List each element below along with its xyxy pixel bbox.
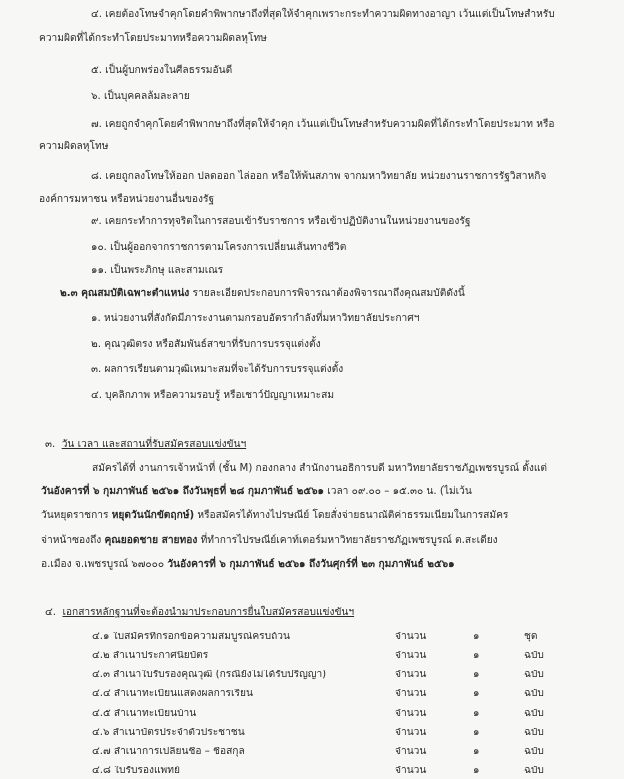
mail-address: ที่ทำการไปรษณีย์เคาท์เตอร์มหาวิทยาลัยราชภัฏเพชรบูรณ์ ต.สะเดียง — [197, 535, 498, 546]
mail-address-line-1 — [41, 536, 498, 546]
application-holiday-note — [41, 511, 508, 521]
position-qualification-1: ๑. หน่วยงานที่สังกัดมีภาระงานตามกรอบอัตรากำลังที่มหาวิทยาลัยประกาศฯ — [91, 313, 420, 324]
qualification-item-11: ๑๑. เป็นพระภิกษุ และสามเณร — [91, 265, 224, 276]
document-name: ๔.๕ สำเนาทะเบียนบ้าน — [92, 709, 197, 719]
qualification-item-7: ๗. เคยถูกจำคุกโดยคำพิพากษาถึงที่สุดให้จำคุก เว้นแต่เป็นโทษสำหรับความผิดที่ได้กระทำโดยประมาท หรือ — [91, 119, 555, 130]
qualification-item-6: ๖. เป็นบุคคลล้มละลาย — [91, 91, 190, 102]
section-2-3-heading — [60, 289, 465, 299]
amount-qty: ๑ — [473, 766, 480, 776]
amount-qty: ๑ — [473, 709, 480, 719]
document-row — [0, 709, 624, 722]
document-row — [0, 728, 624, 741]
amount-qty: ๑ — [473, 670, 480, 680]
section-4-heading — [45, 608, 354, 618]
application-period — [41, 487, 472, 497]
amount-unit: ฉบับ — [524, 709, 544, 719]
section-2-3-title: ๒.๓ คุณสมบัติเฉพาะตำแหน่ง — [60, 288, 190, 299]
amount-unit: ฉบับ — [524, 728, 544, 738]
application-dates: วันอังคารที่ ๖ กุมภาพันธ์ ๒๕๖๑ ถึงวันพุธที่ ๒๘ กุมภาพันธ์ ๒๕๖๑ — [41, 486, 324, 497]
amount-unit: ฉบับ — [524, 689, 544, 699]
qualification-item-9: ๙. เคยกระทำการทุจริตในการสอบเข้ารับราชการ หรือเข้าปฏิบัติงานในหน่วยงานของรัฐ — [91, 216, 471, 227]
mail-to-label: จ่าหน้าซองถึง — [41, 535, 105, 546]
position-qualification-2: ๒. คุณวุฒิตรง หรือสัมพันธ์สาขาที่รับการบรรจุแต่งตั้ง — [91, 339, 321, 350]
section-3-number: ๓. — [45, 439, 56, 450]
document-row — [0, 632, 624, 645]
amount-unit: ฉบับ — [524, 766, 544, 776]
holiday-note-a: วันหยุดราชการ — [41, 510, 112, 521]
section-4-number: ๔. — [45, 607, 56, 618]
section-2-3-desc: รายละเอียดประกอบการพิจารณาต้องพิจารณาถึงคุณสมบัติดังนี้ — [189, 288, 465, 299]
section-3-title: วัน เวลา และสถานที่รับสมัครสอบแข่งขันฯ — [61, 439, 247, 450]
qualification-item-8-cont: องค์การมหาชน หรือหน่วยงานอื่นของรัฐ — [39, 194, 215, 205]
qualification-item-5: ๕. เป็นผู้บกพร่องในศีลธรรมอันดี — [91, 65, 233, 76]
mail-period: วันอังคารที่ ๖ กุมภาพันธ์ ๒๕๖๑ ถึงวันศุกร์ที่ ๒๓ กุมภาพันธ์ ๒๕๖๑ — [167, 559, 455, 570]
amount-label: จำนวน — [395, 632, 427, 642]
document-name: ๔.๒ สำเนาประกาศนียบัตร — [92, 651, 209, 661]
mail-address-line-2 — [41, 560, 455, 570]
document-row — [0, 766, 624, 779]
document-name: ๔.๓ สำเนาใบรับรองคุณวุฒิ (กรณียังไม่ได้รับปริญญา) — [92, 670, 327, 680]
amount-qty: ๑ — [473, 728, 480, 738]
position-qualification-3: ๓. ผลการเรียนตามวุฒิเหมาะสมที่จะได้รับการบรรจุแต่งตั้ง — [91, 364, 344, 375]
mail-recipient: คุณยอดชาย สายทอง — [104, 535, 198, 546]
qualification-item-8: ๘. เคยถูกลงโทษให้ออก ปลดออก ไล่ออก หรือให้พ้นสภาพ จากมหาวิทยาลัย หน่วยงานราชการรัฐวิสาหกิจ — [91, 171, 547, 182]
amount-unit: ฉบับ — [524, 747, 544, 757]
amount-qty: ๑ — [473, 632, 480, 642]
application-place-line-1: สมัครได้ที่ งานการเจ้าหน้าที่ (ชั้น M) กองกลาง สำนักงานอธิการบดี มหาวิทยาลัยราชภัฏเพชรบูรณ์ ตั้งแต่ — [92, 463, 548, 474]
position-qualification-4: ๔. บุคลิกภาพ หรือความรอบรู้ หรือเชาว์ปัญญาเหมาะสม — [91, 390, 335, 401]
document-name: ๔.๔ สำเนาทะเบียนแสดงผลการเรียน — [92, 689, 253, 699]
qualification-item-4-cont: ความผิดที่ได้กระทำโดยประมาทหรือความผิดลหุโทษ — [39, 33, 267, 44]
amount-qty: ๑ — [473, 689, 480, 699]
document-row — [0, 670, 624, 683]
qualification-item-10: ๑๐. เป็นผู้ออกจากราชการตามโครงการเปลี่ยนเส้นทางชีวิต — [91, 242, 347, 253]
amount-label: จำนวน — [395, 689, 427, 699]
document-row — [0, 747, 624, 760]
amount-label: จำนวน — [395, 670, 427, 680]
section-4-title: เอกสารหลักฐานที่จะต้องนำมาประกอบการยื่นใบสมัครสอบแข่งขันฯ — [62, 607, 355, 618]
holiday-note-c: หรือสมัครได้ทางไปรษณีย์ โดยสั่งจ่ายธนาณัติค่าธรรมเนียมในการสมัคร — [194, 510, 509, 521]
qualification-item-7-cont: ความผิดลหุโทษ — [39, 141, 109, 152]
amount-label: จำนวน — [395, 651, 427, 661]
document-name: ๔.๘ ใบรับรองแพทย์ — [92, 766, 180, 776]
application-hours: เวลา ๐๙.๐๐ – ๑๕.๓๐ น. (ไม่เว้น — [324, 486, 472, 497]
amount-unit: ฉบับ — [524, 670, 544, 680]
amount-qty: ๑ — [473, 747, 480, 757]
document-row — [0, 651, 624, 664]
document-row — [0, 689, 624, 702]
amount-label: จำนวน — [395, 747, 427, 757]
amount-label: จำนวน — [395, 709, 427, 719]
section-3-heading — [45, 440, 246, 450]
qualification-item-4: ๔. เคยต้องโทษจำคุกโดยคำพิพากษาถึงที่สุดให้จำคุกเพราะกระทำความผิดทางอาญา เว้นแต่เป็นโทษสำหรับ — [91, 9, 555, 20]
amount-unit: ฉบับ — [524, 651, 544, 661]
amount-qty: ๑ — [473, 651, 480, 661]
holiday-note-b: หยุดวันนักขัตฤกษ์) — [111, 510, 195, 521]
document-name: ๔.๖ สำเนาบัตรประจำตัวประชาชน — [92, 728, 245, 738]
document-name: ๔.๗ สำเนาการเปลี่ยนชื่อ – ชื่อสกุล — [92, 747, 245, 757]
amount-label: จำนวน — [395, 728, 427, 738]
mail-address-city: อ.เมือง จ.เพชรบูรณ์ ๖๗๐๐๐ — [41, 559, 168, 570]
document-name: ๔.๑ ใบสมัครที่กรอกข้อความสมบูรณ์ครบถ้วน — [92, 632, 290, 642]
amount-label: จำนวน — [395, 766, 427, 776]
amount-unit: ชุด — [524, 632, 538, 642]
